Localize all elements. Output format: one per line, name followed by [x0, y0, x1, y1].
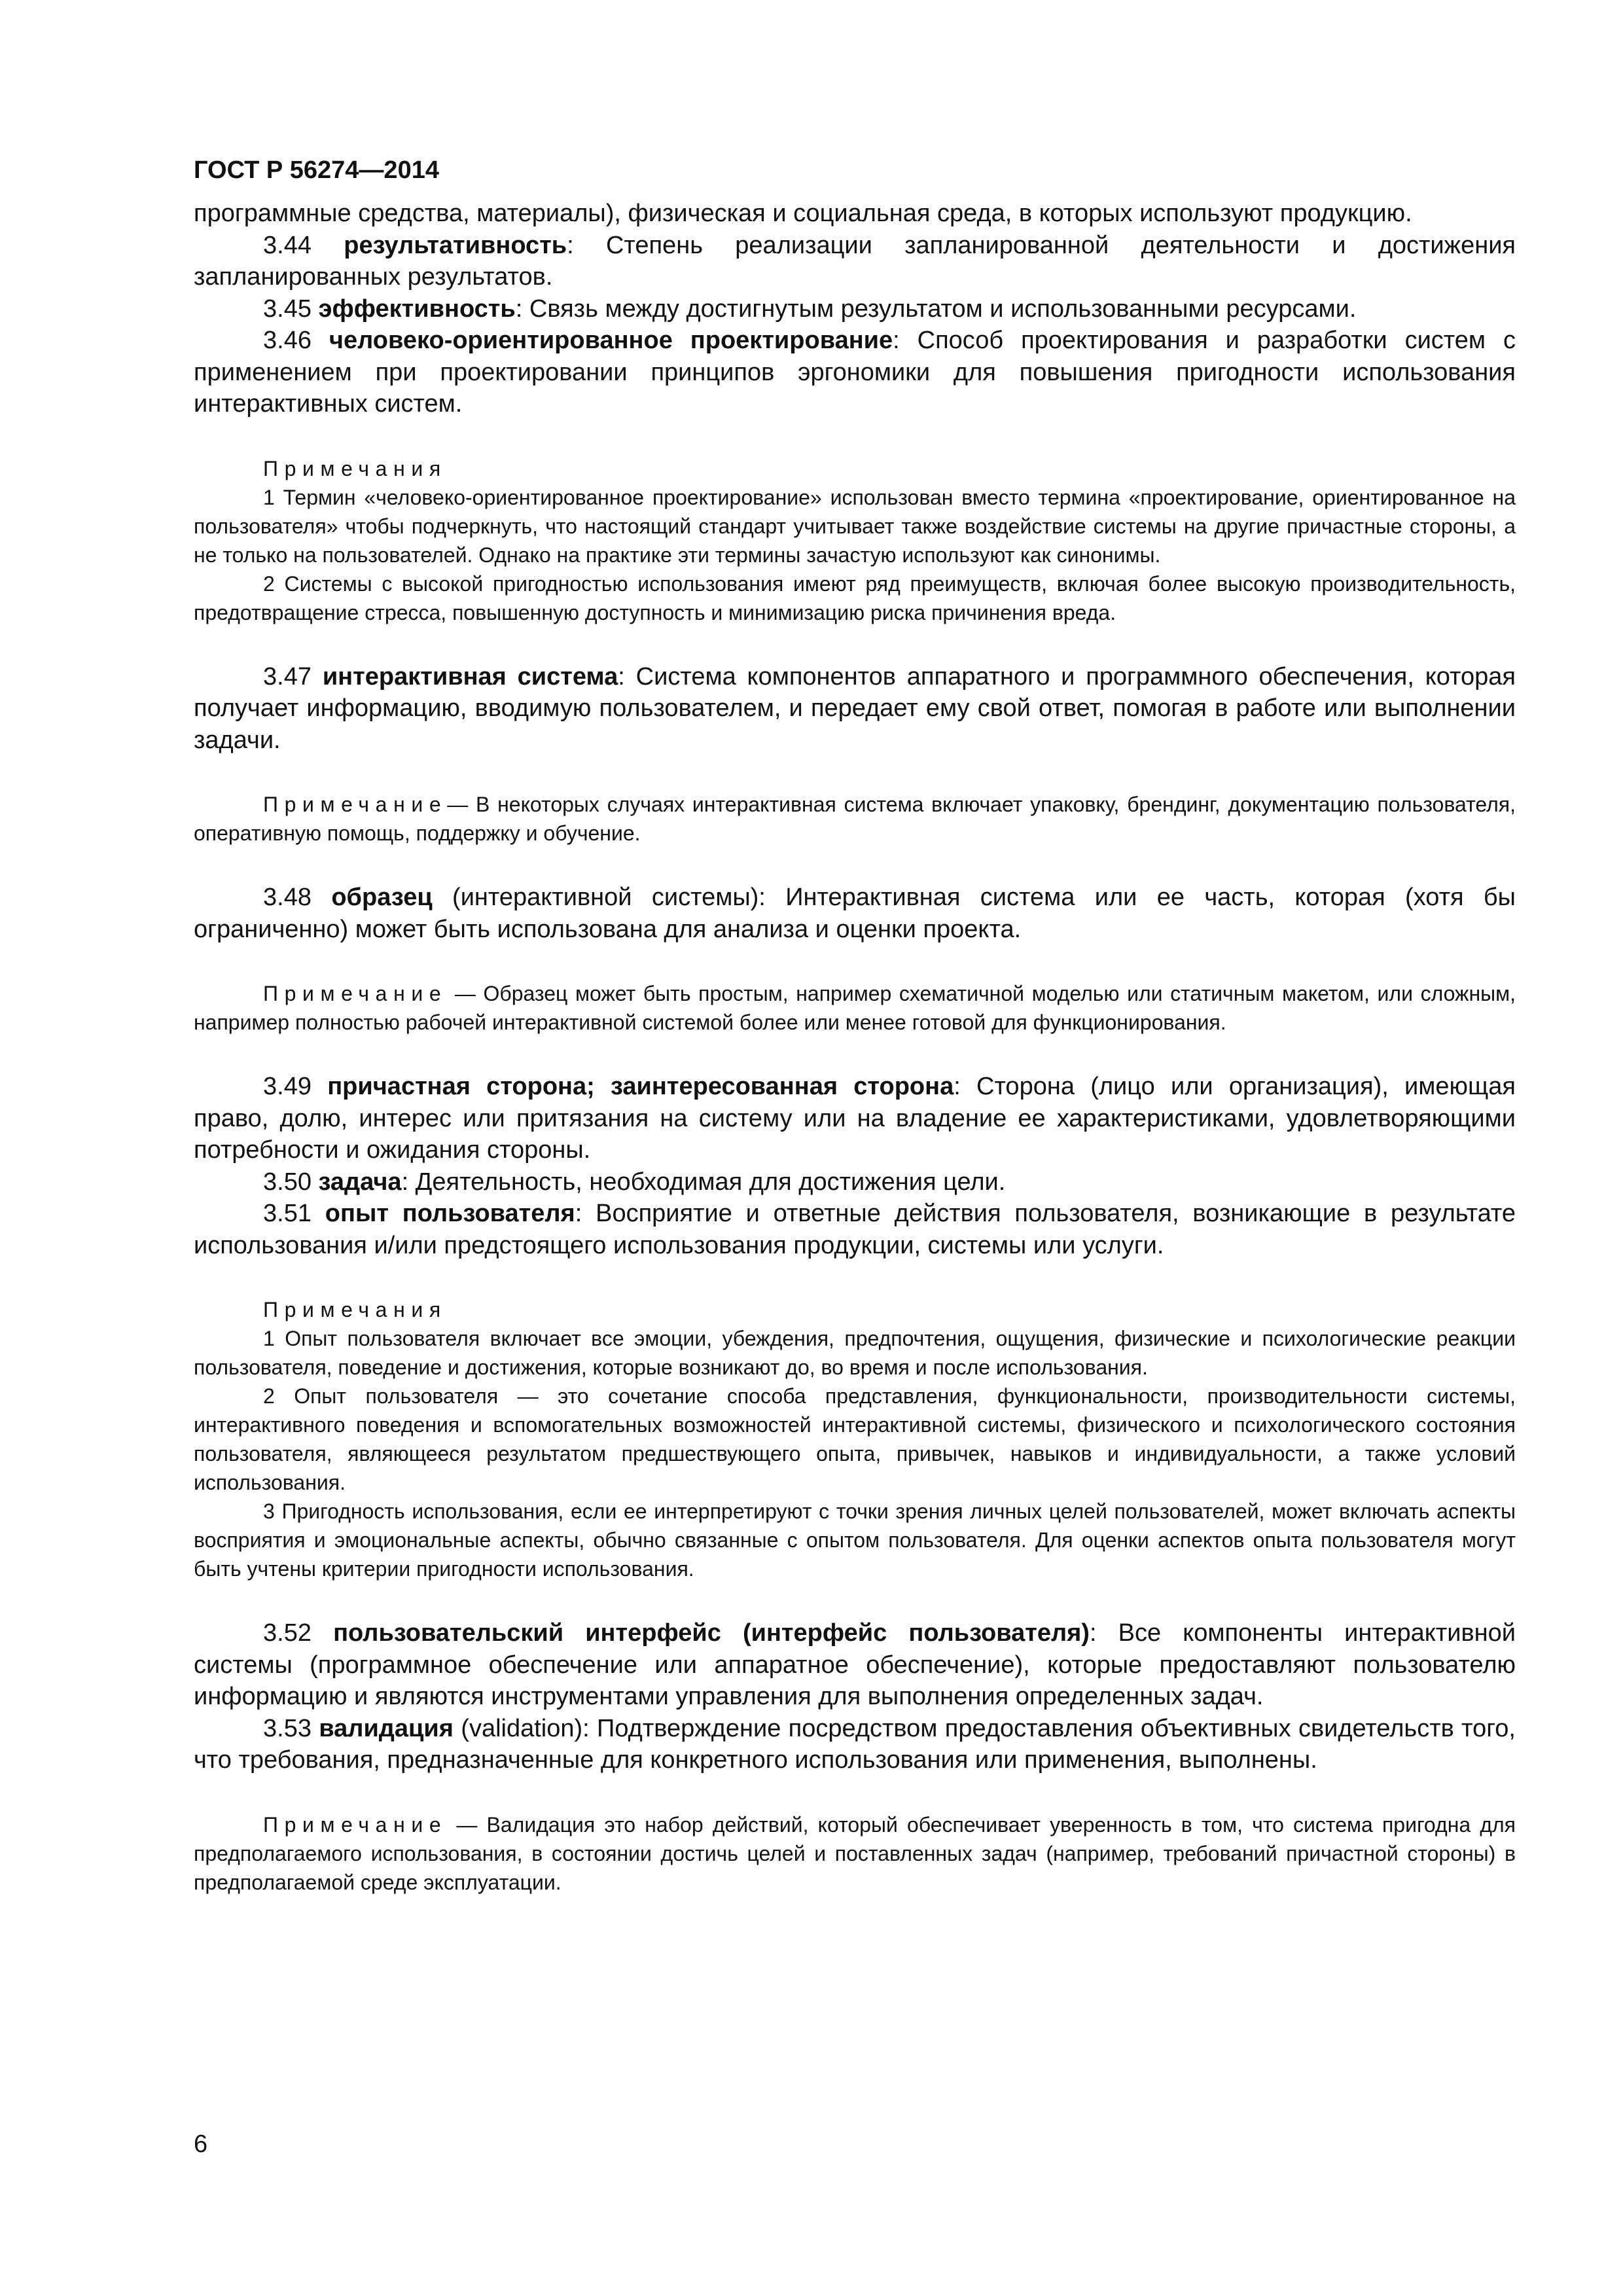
note-3-51-1: 1 Опыт пользователя включает все эмоции, убеждения, предпочтения, ощущения, физические и психологические реакции пользователя, поведение и достижения, которые возникают до, во время и после использования. [194, 1327, 1516, 1379]
note-text: — Валидация это набор действий, который обеспечивает уверенность в том, что система пригодна для предполагаемого использования, в состоянии достичь целей и поставленных задач (например, требований причастной стороны) в предполагаемой среде эксплуатации. [194, 1812, 1516, 1894]
term-definition: : Все компоненты интерактивной системы (программное обеспечение или аппаратное обеспечение), которые предоставляют пользователю информацию и являются инструментами управления для выполнения определенных задач. [194, 1619, 1516, 1710]
term-definition: : Сторона (лицо или организация), имеющая право, долю, интерес или притязания на систему или на владение ее характеристиками, удовлетворяющими потребности и ожидания стороны. [194, 1073, 1516, 1164]
term-title: пользовательский интерфейс (интерфейс пользователя) [333, 1619, 1090, 1647]
term-definition: : Связь между достигнутым результатом и использованными ресурсами. [515, 295, 1357, 323]
page-number: 6 [194, 2130, 208, 2158]
document-header: ГОСТ Р 56274—2014 [194, 156, 439, 184]
term-3-48 [194, 882, 1516, 945]
term-title: задача [318, 1168, 402, 1196]
note-label: Примечание [263, 793, 448, 816]
term-title: человеко-ориентированное проектирование [329, 327, 893, 354]
term-definition: : Деятельность, необходимая для достижения цели. [401, 1168, 1006, 1196]
term-3-49 [194, 1071, 1516, 1166]
term-title: эффективность [318, 295, 516, 323]
term-number: 3.45 [263, 295, 312, 323]
note-text: — В некоторых случаях интерактивная система включает упаковку, брендинг, документацию пользователя, оперативную помощь, поддержку и обучение. [194, 793, 1516, 845]
note-3-48 [194, 979, 1516, 1037]
term-definition: : Способ проектирования и разработки систем с применением при проектировании принципов эргономики для повышения пригодности использования интерактивных систем. [194, 327, 1516, 418]
term-3-53 [194, 1713, 1516, 1776]
term-3-52 [194, 1617, 1516, 1713]
term-3-44 [194, 230, 1516, 293]
term-number: 3.50 [263, 1168, 312, 1196]
term-title: опыт пользователя [325, 1200, 575, 1227]
term-number: 3.53 [263, 1714, 312, 1742]
note-3-46-1: 1 Термин «человеко-ориентированное проектирование» использован вместо термина «проектирование, ориентированное на пользователя» чтобы подчеркнуть, что настоящий стандарт учитывает также воздействие системы на другие причастные стороны, а не только на пользователей. Однако на практике эти термины зачастую используют как синонимы. [194, 485, 1516, 567]
term-3-46 [194, 325, 1516, 420]
term-number: 3.44 [263, 231, 312, 259]
term-number: 3.48 [263, 884, 312, 911]
term-3-51 [194, 1198, 1516, 1261]
note-text: — Образец может быть простым, например схематичной моделью или статичным макетом, или сложным, например полностью рабочей интерактивной системой более или менее готовой для функционирования. [194, 982, 1516, 1034]
notes-title: Примечания [263, 456, 447, 480]
term-title: результативность [344, 231, 567, 259]
note-3-51-3: 3 Пригодность использования, если ее интерпретируют с точки зрения личных целей пользователей, может включать аспекты восприятия и эмоциональные аспекты, обычно связанные с опытом пользователя. Для оценки аспектов опыта пользователя могут быть учтены критерии пригодности использования. [194, 1499, 1516, 1581]
term-3-50 [194, 1166, 1516, 1198]
term-title: образец [331, 884, 433, 911]
term-3-45 [194, 293, 1516, 325]
note-label: Примечание [263, 982, 448, 1005]
note-3-53 [194, 1810, 1516, 1897]
document-body [194, 198, 1516, 1897]
term-title: интерактивная система [322, 662, 618, 691]
note-3-46-2: 2 Системы с высокой пригодностью использования имеют ряд преимуществ, включая более высокую производительность, предотвращение стресса, повышенную доступность и минимизацию риска причинения вреда. [194, 571, 1516, 624]
term-definition: (интерактивной системы): Интерактивная система или ее часть, которая (хотя бы ограниченно) может быть использована для анализа и оценки проекта. [194, 884, 1516, 943]
term-number: 3.51 [263, 1200, 312, 1227]
term-number: 3.46 [263, 327, 312, 354]
note-label: Примечание [263, 1812, 448, 1837]
intro-paragraph: программные средства, материалы), физическая и социальная среда, в которых используют продукцию. [194, 200, 1412, 227]
term-title: валидация [319, 1714, 454, 1742]
term-3-47 [194, 661, 1516, 757]
term-definition: (validation): Подтверждение посредством предоставления объективных свидетельств того, что требования, предназначенные для конкретного использования или применения, выполнены. [194, 1714, 1516, 1774]
term-definition: : Степень реализации запланированной деятельности и достижения запланированных результатов. [194, 231, 1516, 291]
term-number: 3.52 [263, 1619, 312, 1647]
term-number: 3.47 [263, 662, 312, 691]
term-definition: : Восприятие и ответные действия пользователя, возникающие в результате использования и/или предстоящего использования продукции, системы или услуги. [194, 1200, 1516, 1259]
note-3-51-2: 2 Опыт пользователя — это сочетание способа представления, функциональности, производительности системы, интерактивного поведения и вспомогательных возможностей интерактивной системы, физического и психологического состояния пользователя, являющееся результатом предшествующего опыта, привычек, навыков и индивидуальности, а также условий использования. [194, 1384, 1516, 1494]
term-title: причастная сторона; заинтересованная сторона [327, 1073, 954, 1100]
note-3-47 [194, 790, 1516, 848]
term-number: 3.49 [263, 1073, 312, 1100]
notes-title: Примечания [263, 1298, 447, 1321]
term-definition: : Система компонентов аппаратного и программного обеспечения, которая получает информацию, вводимую пользователем, и передает ему свой ответ, помогая в работе или выполнении задачи. [194, 662, 1516, 754]
